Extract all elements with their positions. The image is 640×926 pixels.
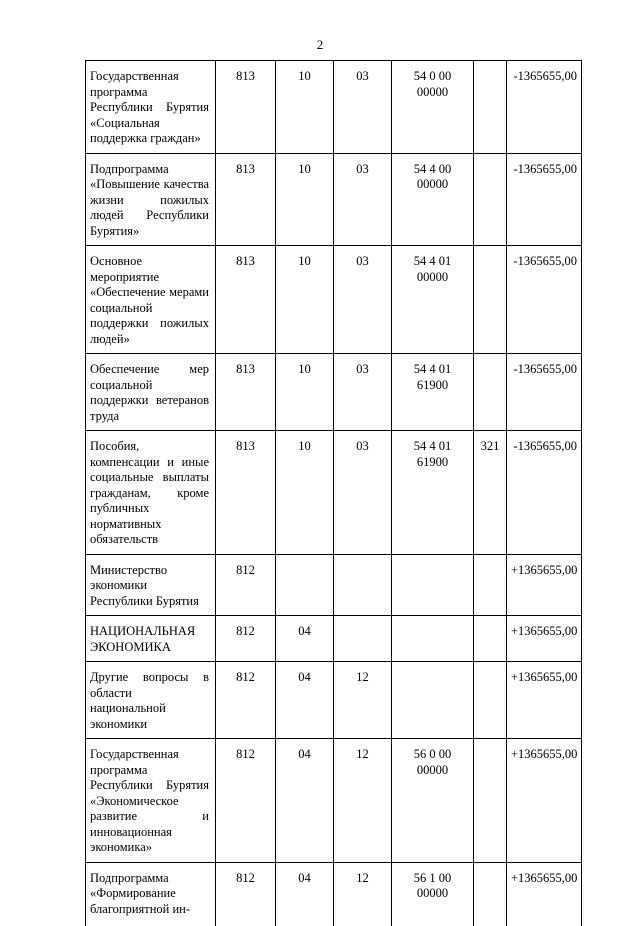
- section-cell: 10: [276, 431, 334, 555]
- sum-cell: +1365655,00: [507, 739, 582, 863]
- sum-cell: -1365655,00: [507, 153, 582, 246]
- expense-type-cell: [474, 153, 507, 246]
- sum-cell: -1365655,00: [507, 431, 582, 555]
- expense-type-cell: [474, 61, 507, 154]
- expense-type-cell: [474, 662, 507, 739]
- sum-cell: +1365655,00: [507, 662, 582, 739]
- row-name-cell: Пособия, компенсации и иные социальные выплаты гражданам, кроме публичных нормативных обязательств: [86, 431, 216, 555]
- row-name-cell: Государственная программа Республики Бурятия «Социальная поддержка граждан»: [86, 61, 216, 154]
- table-row: [86, 354, 582, 431]
- target-article-cell: [392, 662, 474, 739]
- subsection-cell: 03: [334, 246, 392, 354]
- table-row: [86, 616, 582, 662]
- target-article-cell: [392, 616, 474, 662]
- target-article-line-2: 61900: [416, 454, 449, 469]
- expense-type-cell: [474, 554, 507, 616]
- target-article-cell: [392, 554, 474, 616]
- table-row: [86, 862, 582, 926]
- expense-type-cell: [474, 616, 507, 662]
- expense-type-cell: [474, 354, 507, 431]
- target-article-line-1: 54 4 01: [413, 362, 452, 376]
- target-article-cell: [392, 739, 474, 863]
- expense-type-cell: 321: [474, 431, 507, 555]
- target-article-line-2: 00000: [416, 177, 449, 191]
- row-name-cell: Подпрограмма «Формирование благоприятной ин-: [86, 862, 216, 926]
- sum-cell: +1365655,00: [507, 554, 582, 616]
- section-cell: 04: [276, 862, 334, 926]
- budget-table: [85, 60, 582, 926]
- table-row: [86, 153, 582, 246]
- target-article-cell: [392, 862, 474, 926]
- subsection-cell: 12: [334, 662, 392, 739]
- ved-cell: 812: [216, 616, 276, 662]
- subsection-cell: 12: [334, 862, 392, 926]
- sum-cell: +1365655,00: [507, 616, 582, 662]
- section-cell: 10: [276, 61, 334, 154]
- table-row: [86, 554, 582, 616]
- target-article-line-1: 54 4 01: [413, 439, 452, 453]
- row-name-cell: Обеспечение мер социальной поддержки ветеранов труда: [86, 354, 216, 431]
- target-article-line-2: 61900: [416, 377, 449, 392]
- ved-cell: 812: [216, 739, 276, 863]
- row-name-cell: Подпрограмма «Повышение качества жизни пожилых людей Республики Бурятия»: [86, 153, 216, 246]
- ved-cell: 812: [216, 554, 276, 616]
- target-article-line-2: 00000: [416, 84, 449, 99]
- target-article-line-2: 00000: [416, 762, 449, 777]
- subsection-cell: 03: [334, 354, 392, 431]
- sum-cell: -1365655,00: [507, 354, 582, 431]
- ved-cell: 813: [216, 431, 276, 555]
- row-name-cell: Министерство экономики Республики Бурятия: [86, 554, 216, 616]
- ved-cell: 813: [216, 153, 276, 246]
- table-row: [86, 431, 582, 555]
- ved-cell: 812: [216, 862, 276, 926]
- row-name-cell: Другие вопросы в области национальной экономики: [86, 662, 216, 739]
- ved-cell: 813: [216, 246, 276, 354]
- target-article-line-2: 00000: [416, 269, 449, 284]
- subsection-cell: [334, 616, 392, 662]
- subsection-cell: [334, 554, 392, 616]
- page-number: 2: [316, 37, 324, 52]
- expense-type-cell: [474, 739, 507, 863]
- sum-cell: -1365655,00: [507, 61, 582, 154]
- target-article-line-1: 54 4 01: [413, 254, 452, 268]
- section-cell: 10: [276, 246, 334, 354]
- target-article-cell: [392, 246, 474, 354]
- target-article-line-1: 56 0 00: [413, 747, 452, 761]
- section-cell: 04: [276, 616, 334, 662]
- row-name-cell: Государственная программа Республики Бурятия «Экономическое развитие и инновационная экономика»: [86, 739, 216, 863]
- table-row: [86, 662, 582, 739]
- ved-cell: 813: [216, 354, 276, 431]
- section-cell: 04: [276, 739, 334, 863]
- section-cell: [276, 554, 334, 616]
- subsection-cell: 03: [334, 61, 392, 154]
- section-cell: 10: [276, 354, 334, 431]
- section-cell: 04: [276, 662, 334, 739]
- sum-cell: +1365655,00: [507, 862, 582, 926]
- target-article-cell: [392, 153, 474, 246]
- expense-type-cell: [474, 862, 507, 926]
- table-row: [86, 61, 582, 154]
- ved-cell: 813: [216, 61, 276, 154]
- target-article-line-1: 54 4 00: [413, 161, 452, 176]
- target-article-cell: [392, 61, 474, 154]
- subsection-cell: 03: [334, 153, 392, 246]
- target-article-line-1: 54 0 00: [413, 69, 452, 83]
- target-article-cell: [392, 431, 474, 555]
- table-row: [86, 246, 582, 354]
- target-article-line-1: 56 1 00: [413, 870, 452, 885]
- section-cell: 10: [276, 153, 334, 246]
- ved-cell: 812: [216, 662, 276, 739]
- expense-type-cell: [474, 246, 507, 354]
- row-name-cell: НАЦИОНАЛЬНАЯ ЭКОНОМИКА: [86, 616, 216, 662]
- subsection-cell: 12: [334, 739, 392, 863]
- sum-cell: -1365655,00: [507, 246, 582, 354]
- subsection-cell: 03: [334, 431, 392, 555]
- target-article-line-2: 00000: [416, 886, 449, 900]
- target-article-cell: [392, 354, 474, 431]
- row-name-cell: Основное мероприятие «Обеспечение мерами социальной поддержки пожилых людей»: [86, 246, 216, 354]
- table-row: [86, 739, 582, 863]
